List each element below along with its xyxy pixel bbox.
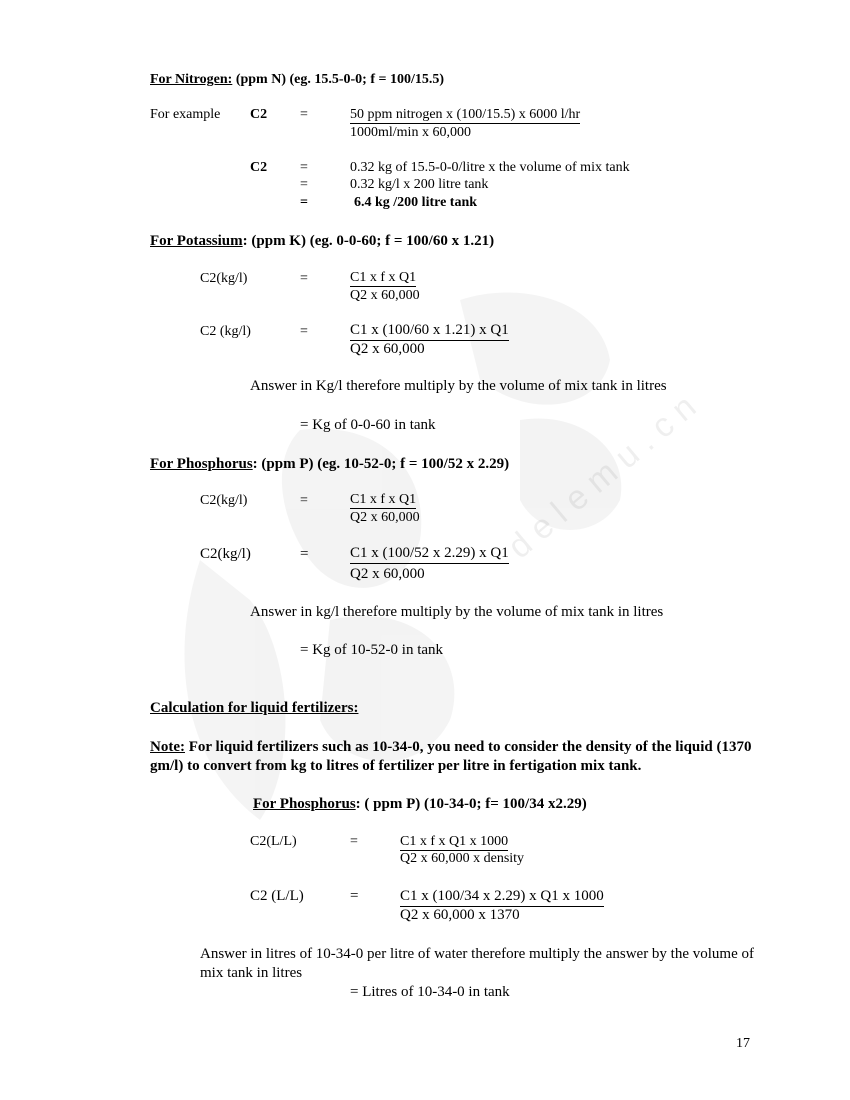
phosphorus-heading-rest: : (ppm P) (eg. 10-52-0; f = 100/52 x 2.29) [252,456,510,472]
phosphorus-answer-text: Answer in kg/l therefore multiply by the volume of mix tank in litres [250,604,664,620]
nitrogen-denominator: 1000ml/min x 60,000 [350,125,471,140]
phosphorus-numerator-2: C1 x (100/52 x 2.29) x Q1 [350,545,509,564]
potassium-equals-2: = [300,324,308,339]
liquid-note-label: Note: [150,739,185,755]
watermark-site-text: d e l e m u . c n [500,387,704,567]
liquid-sub-heading-rest: : ( ppm P) (10-34-0; f= 100/34 x2.29) [355,796,587,812]
nitrogen-line-3: 0.32 kg/l x 200 litre tank [350,177,489,192]
liquid-denominator-1: Q2 x 60,000 x density [400,851,525,866]
potassium-denominator-2: Q2 x 60,000 [350,341,425,357]
liquid-note [150,738,755,776]
liquid-sub-heading [253,796,587,813]
nitrogen-equals-4: = [300,195,308,210]
liquid-numerator-1: C1 x f x Q1 x 1000 [400,834,508,851]
potassium-heading [150,233,494,250]
liquid-equals-2: = [350,888,359,904]
liquid-var-1: C2(L/L) [250,834,297,849]
liquid-note-text: For liquid fertilizers such as 10-34-0, you need to consider the density of the liquid (1370 gm/l) to convert from kg to litres of fertilizer per litre in fertigation mix tank. [150,739,752,774]
nitrogen-example-label: For example [150,107,221,122]
phosphorus-numerator-1: C1 x f x Q1 [350,492,416,509]
phosphorus-var-2: C2(kg/l) [200,546,251,562]
potassium-var-1: C2(kg/l) [200,271,248,286]
nitrogen-equals-1: = [300,107,308,122]
liquid-result: = Litres of 10-34-0 in tank [350,984,510,1000]
nitrogen-heading-rest: (ppm N) (eg. 15.5-0-0; f = 100/15.5) [232,72,445,87]
page-number: 17 [736,1036,750,1051]
potassium-answer-text: Answer in Kg/l therefore multiply by the volume of mix tank in litres [250,378,667,394]
potassium-var-2: C2 (kg/l) [200,324,251,339]
liquid-heading: Calculation for liquid fertilizers: [150,700,359,716]
nitrogen-result: 6.4 kg /200 litre tank [354,195,478,210]
nitrogen-numerator: 50 ppm nitrogen x (100/15.5) x 6000 l/hr [350,107,580,124]
potassium-equals-1: = [300,271,308,286]
liquid-answer-text: Answer in litres of 10-34-0 per litre of water therefore multiply the answer by the volume of mix tank in litres [200,946,754,981]
potassium-heading-rest: : (ppm K) (eg. 0-0-60; f = 100/60 x 1.21) [242,233,495,249]
phosphorus-equals-1: = [300,493,308,508]
nitrogen-heading [150,72,444,88]
potassium-result: = Kg of 0-0-60 in tank [300,417,436,433]
nitrogen-c2-var: C2 [250,107,268,122]
liquid-var-2: C2 (L/L) [250,888,304,904]
liquid-denominator-2: Q2 x 60,000 x 1370 [400,907,520,923]
phosphorus-result: = Kg of 10-52-0 in tank [300,642,444,658]
nitrogen-line-2: 0.32 kg of 15.5-0-0/litre x the volume of mix tank [350,160,630,175]
phosphorus-var-1: C2(kg/l) [200,493,248,508]
phosphorus-denominator-2: Q2 x 60,000 [350,566,425,582]
potassium-heading-label: For Potassium [150,233,243,249]
potassium-numerator-2: C1 x (100/60 x 1.21) x Q1 [350,322,509,341]
phosphorus-heading-label: For Phosphorus [150,456,253,472]
nitrogen-equals-2: = [300,160,308,175]
phosphorus-equals-2: = [300,546,309,562]
nitrogen-c2-var-2: C2 [250,160,268,175]
phosphorus-denominator-1: Q2 x 60,000 [350,510,420,525]
nitrogen-heading-label: For Nitrogen: [150,72,233,87]
liquid-equals-1: = [350,834,358,849]
phosphorus-heading [150,456,509,473]
potassium-denominator-1: Q2 x 60,000 [350,288,420,303]
liquid-numerator-2: C1 x (100/34 x 2.29) x Q1 x 1000 [400,888,604,907]
liquid-sub-heading-label: For Phosphorus [253,796,356,812]
nitrogen-equals-3: = [300,177,308,192]
potassium-numerator-1: C1 x f x Q1 [350,270,416,287]
